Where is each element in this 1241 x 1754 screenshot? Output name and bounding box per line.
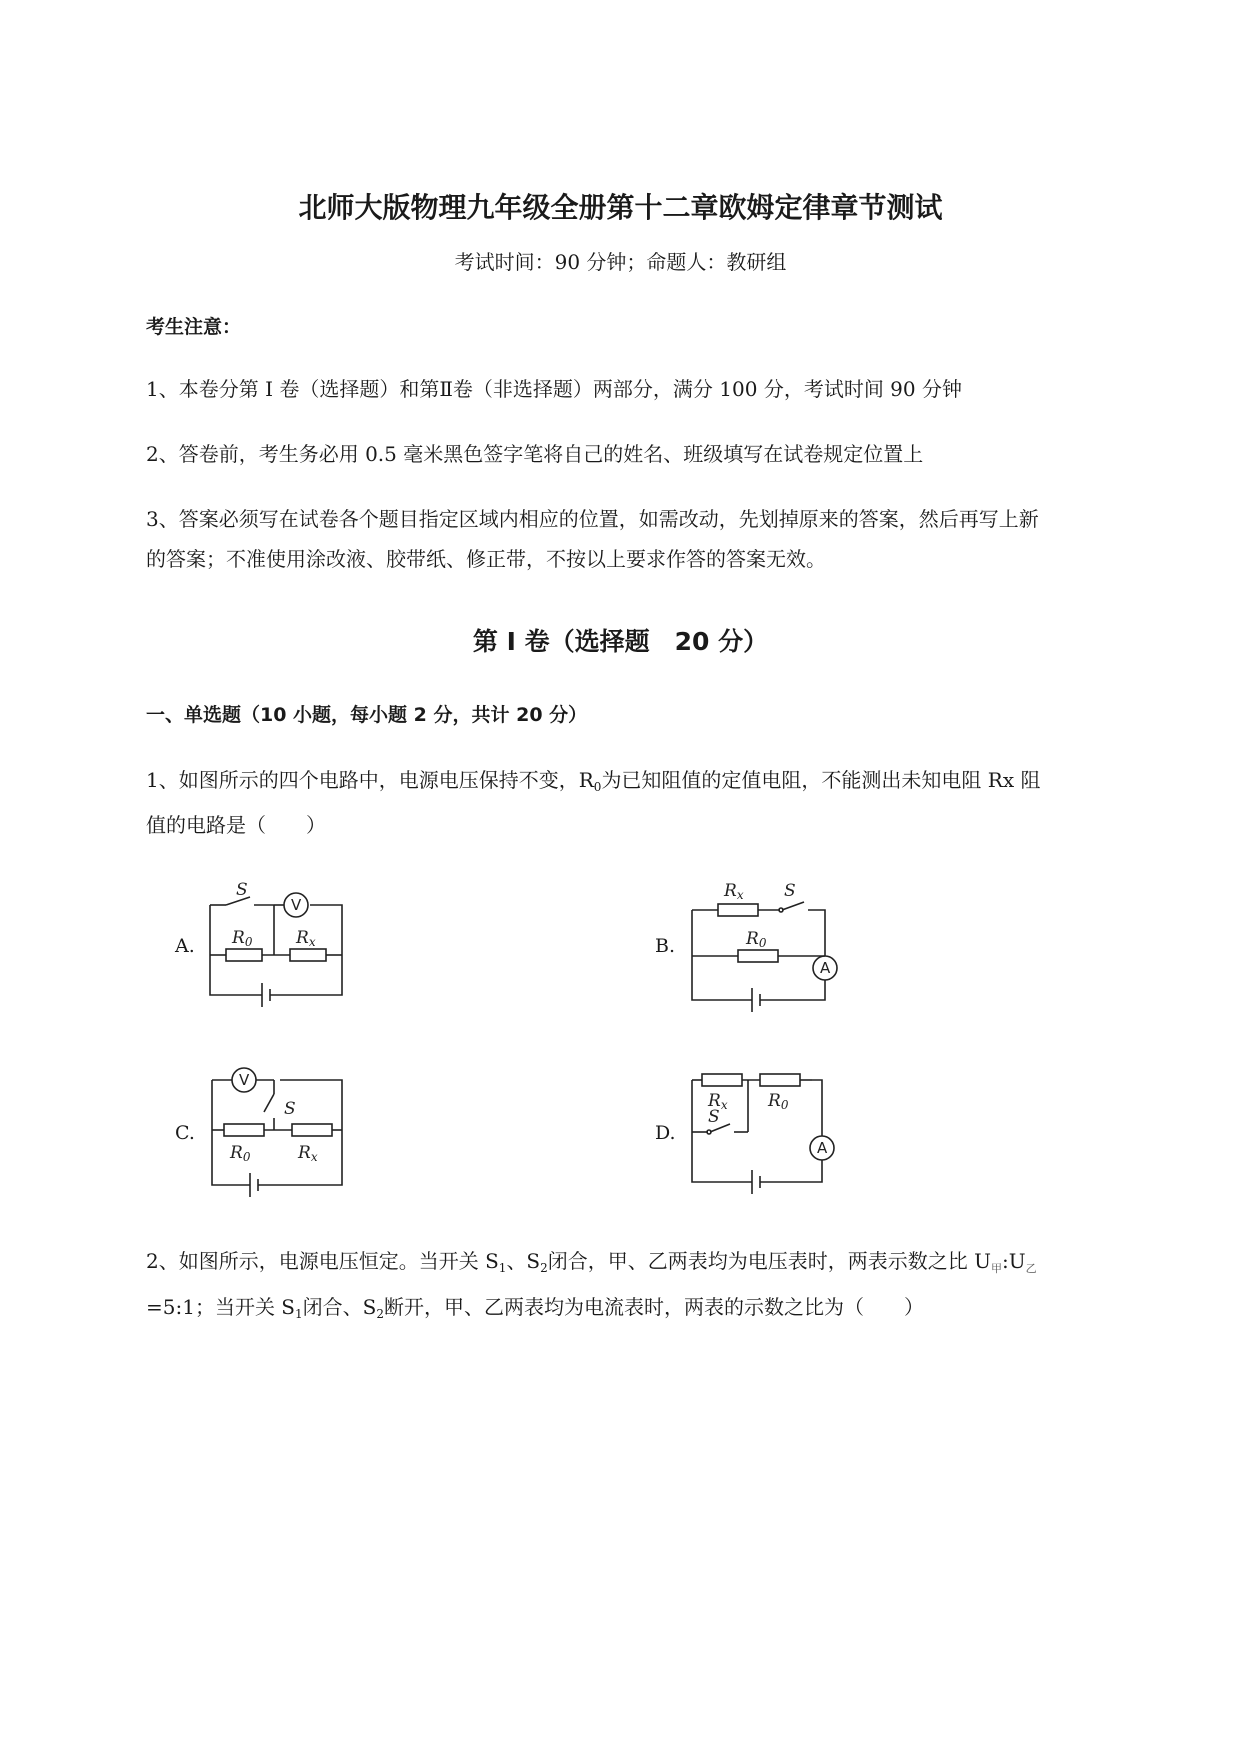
option-c-label: C. (175, 1122, 195, 1144)
switch-label: S (284, 1099, 296, 1119)
question-2 (146, 1242, 1146, 1333)
question-2-line-1: 2、如图所示，电源电压恒定。当开关 $S_1$、$S_2$闭合，甲、乙两表均为电压表时，两表示数之比 $U_甲:U_乙$ (146, 1249, 1037, 1275)
page-title: 北师大版物理九年级全册第十二章欧姆定律章节测试 (298, 191, 943, 224)
notice-heading: 考生注意： (146, 316, 242, 338)
section-title: 第 I 卷（选择题 20 分） (472, 627, 769, 656)
ammeter-label: A (817, 1139, 828, 1157)
option-a-label: A. (175, 935, 195, 957)
option-d-label: D. (655, 1122, 676, 1144)
question-group-title: 一、单选题（10 小题，每小题 2 分，共计 20 分） (146, 704, 588, 726)
exam-info: 考试时间：90 分钟；命题人：教研组 (454, 250, 787, 274)
question-1 (146, 761, 1146, 844)
notice-item-3-line-2: 的答案；不准使用涂改液、胶带纸、修正带，不按以上要求作答的答案无效。 (146, 547, 826, 571)
switch-label: S (236, 880, 248, 900)
switch-label: S (784, 881, 796, 901)
circuit-diagram-c (200, 1060, 360, 1210)
r0-label: R0 (230, 1143, 251, 1164)
notice-item-1: 1、本卷分第 I 卷（选择题）和第Ⅱ卷（非选择题）两部分，满分 100 分，考试时间 90 分钟 (146, 377, 962, 401)
notice-item-3-line-1: 3、答案必须写在试卷各个题目指定区域内相应的位置，如需改动，先划掉原来的答案，然后再写上新 (146, 507, 1039, 531)
rx-label: Rx (724, 881, 744, 902)
notice-item-2: 2、答卷前，考生务必用 0.5 毫米黑色签字笔将自己的姓名、班级填写在试卷规定位置上 (146, 442, 924, 466)
rx-label: Rx (296, 928, 316, 949)
voltmeter-label: V (239, 1071, 250, 1089)
question-2-line-2: =5:1；当开关 $S_1$闭合、$S_2$断开，甲、乙两表均为电流表时，两表的示数之比为（ ） (146, 1295, 924, 1321)
r0-label: R0 (746, 929, 767, 950)
question-1-line-1: 1、如图所示的四个电路中，电源电压保持不变，$R_0$为已知阻值的定值电阻，不能测出未知电阻 Rx 阻 (146, 768, 1041, 794)
circuit-diagram-b (680, 870, 860, 1020)
switch-label: S (708, 1107, 720, 1127)
voltmeter-label: V (291, 896, 302, 914)
r0-label: R0 (232, 928, 253, 949)
rx-label: Rx (298, 1143, 318, 1164)
circuit-diagram-d (680, 1060, 860, 1210)
r0-label: R0 (768, 1091, 789, 1112)
rx-label: Rx (708, 1091, 728, 1112)
notice-item-3 (146, 499, 1039, 579)
circuit-diagram-a (200, 875, 360, 1015)
ammeter-label: A (820, 959, 831, 977)
question-1-line-2: 值的电路是（ ） (146, 813, 326, 837)
option-b-label: B. (655, 935, 676, 957)
